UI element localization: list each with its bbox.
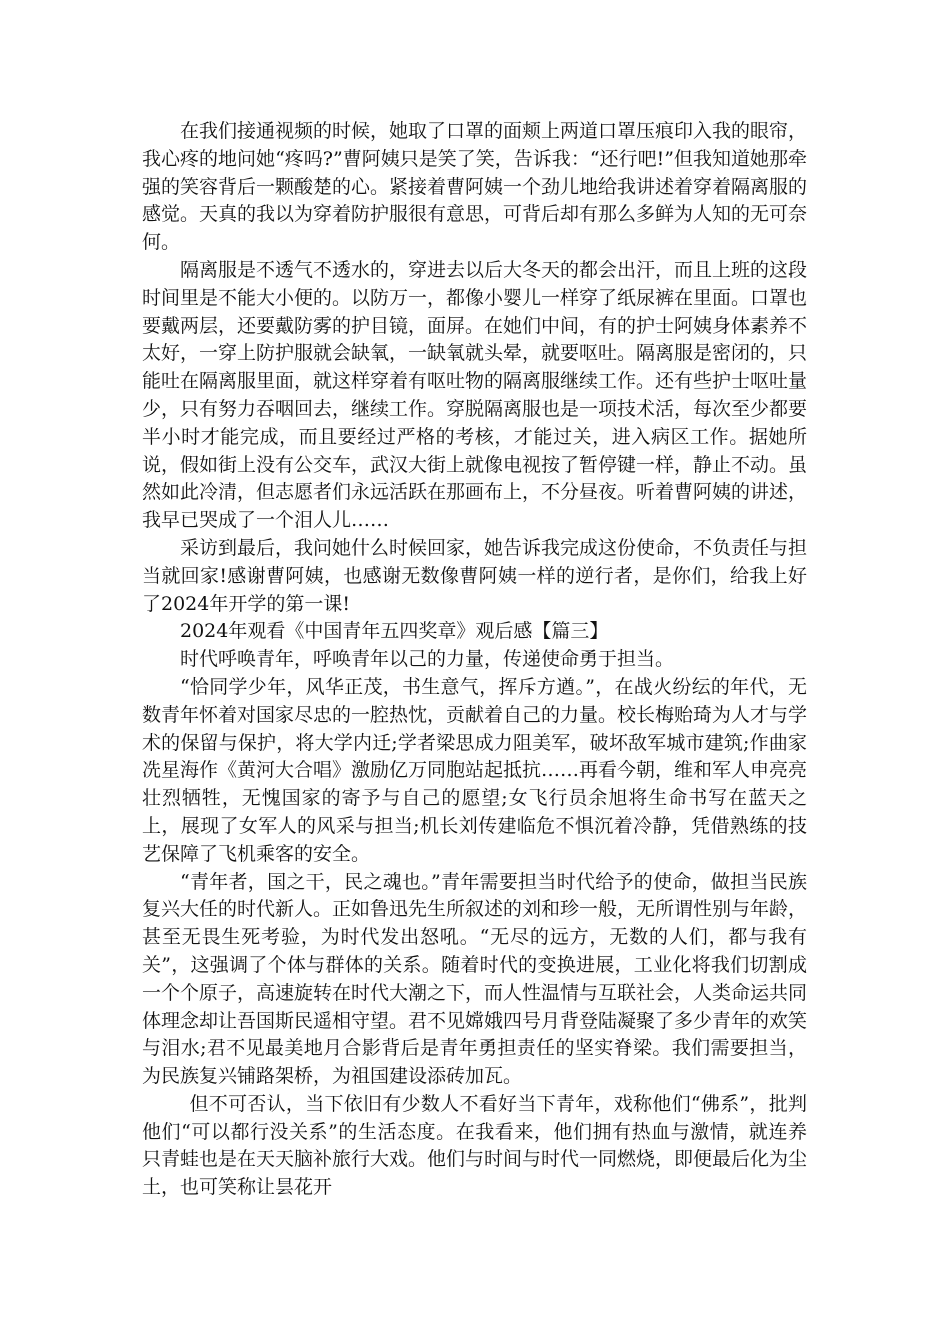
- paragraph-5: “恰同学少年，风华正茂，书生意气，挥斥方遒。”，在战火纷纭的年代，无数青年怀着对国家尽忠的一腔热忱，贡献着自己的力量。校长梅贻琦为人才与学术的保留与保护，将大学内迁;学者梁思成力阻美军，破坏敌军城市建筑;作曲家冼星海作《黄河大合唱》激励亿万同胞站起抵抗……再看今朝，维和军人申亮亮壮烈牺牲，无愧国家的寄予与自己的愿望;女飞行员余旭将生命书写在蓝天之上，展现了女军人的风采与担当;机长刘传建临危不惧沉着冷静，凭借熟练的技艺保障了飞机乘客的安全。: [142, 675, 808, 865]
- paragraph-6: “青年者，国之干，民之魂也。”青年需要担当时代给予的使命，做担当民族复兴大任的时代新人。正如鲁迅先生所叙述的刘和珍一般，无所谓性别与年龄，甚至无畏生死考验，为时代发出怒吼。“无尽的远方，无数的人们，都与我有关”，这强调了个体与群体的关系。随着时代的变换进展，工业化将我们切割成一个个原子，高速旋转在时代大潮之下，而人性温情与互联社会，人类命运共同体理念却让吾国斯民遥相守望。君不见嫦娥四号月背登陆凝聚了多少青年的欢笑与泪水;君不见最美地月合影背后是青年勇担责任的坚实脊梁。我们需要担当，为民族复兴铺路架桥，为祖国建设添砖加瓦。: [142, 870, 808, 1088]
- paragraph-1: 在我们接通视频的时候，她取了口罩的面颊上两道口罩压痕印入我的眼帘，我心疼的地问她“疼吗?”曹阿姨只是笑了笑，告诉我：“还行吧!”但我知道她那牵强的笑容背后一颗酸楚的心。紧接着曹阿姨一个劲儿地给我讲述着穿着隔离服的感觉。天真的我以为穿着防护服很有意思，可背后却有那么多鲜为人知的无可奈何。: [142, 120, 808, 254]
- paragraph-4: 时代呼唤青年，呼唤青年以己的力量，传递使命勇于担当。: [180, 648, 675, 671]
- paragraph-2: 隔离服是不透气不透水的，穿进去以后大冬天的都会出汗，而且上班的这段时间里是不能大小便的。以防万一，都像小婴儿一样穿了纸尿裤在里面。口罩也要戴两层，还要戴防雾的护目镜，面屏。在她们中间，有的护士阿姨身体素养不太好，一穿上防护服就会缺氧，一缺氧就头晕，就要呕吐。隔离服是密闭的，只能吐在隔离服里面，就这样穿着有呕吐物的隔离服继续工作。还有些护士呕吐量少，只有努力吞咽回去，继续工作。穿脱隔离服也是一项技术活，每次至少都要半小时才能完成，而且要经过严格的考核，才能过关，进入病区工作。据她所说，假如街上没有公交车，武汉大街上就像电视按了暂停键一样，静止不动。虽然如此冷清，但志愿者们永远活跃在那画布上，不分昼夜。听着曹阿姨的讲述，我早已哭成了一个泪人儿……: [142, 258, 808, 532]
- paragraph-3: 采访到最后，我问她什么时候回家，她告诉我完成这份使命，不负责任与担当就回家!感谢曹阿姨，也感谢无数像曹阿姨一样的逆行者，是你们，给我上好了2024年开学的第一课!: [142, 536, 808, 615]
- document-body: [142, 118, 807, 1202]
- section-heading: 2024年观看《中国青年五四奖章》观后感【篇三】: [180, 620, 609, 643]
- paragraph-7: 但不可否认，当下依旧有少数人不看好当下青年，戏称他们“佛系”，批判他们“可以都行没关系”的生活态度。在我看来，他们拥有热血与激情，就连养只青蛙也是在天天脑补旅行大戏。他们与时间与时代一同燃烧，即便最后化为尘土，也可笑称让昙花开: [142, 1092, 808, 1199]
